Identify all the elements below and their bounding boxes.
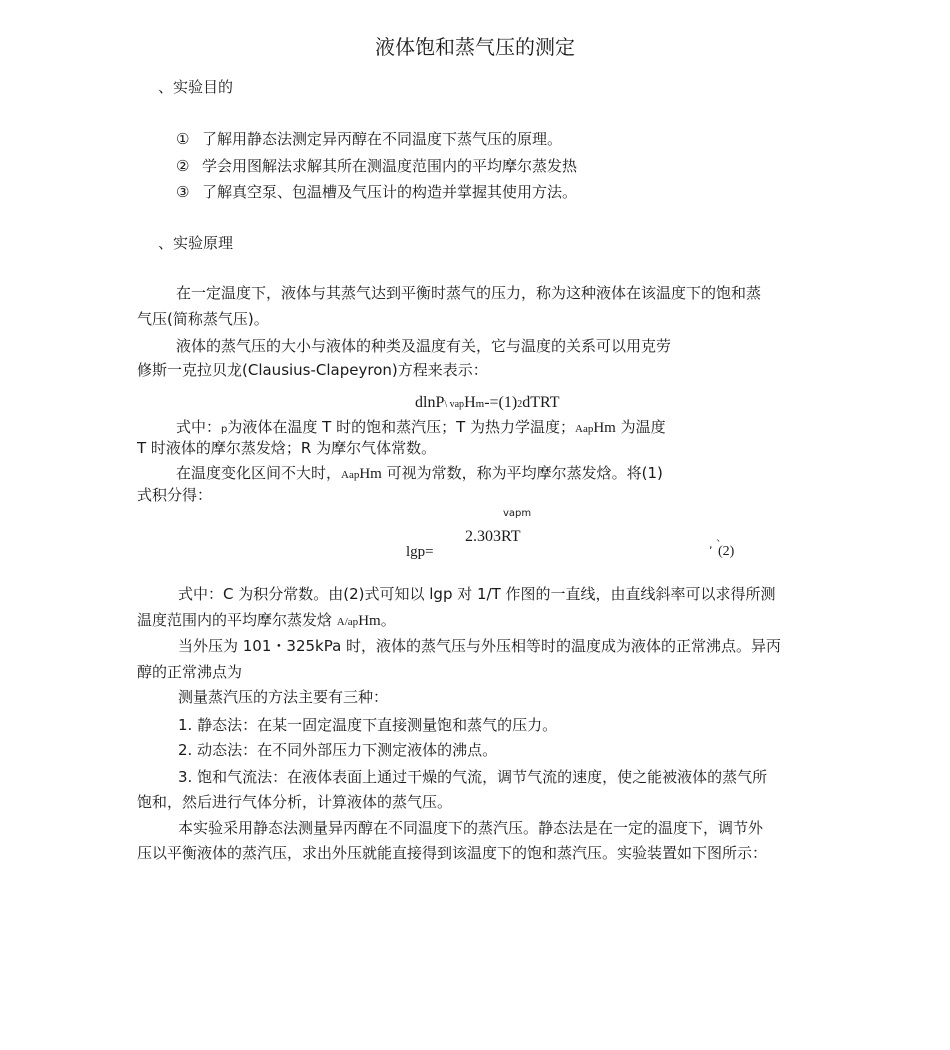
paragraph-line: 当外压为 101・325kPa 时，液体的蒸气压与外压相等时的温度成为液体的正常沸点。异丙 xyxy=(178,637,782,655)
list-item xyxy=(176,181,577,202)
list-item: 1. 静态法：在某一固定温度下直接测量饱和蒸气的压力。 xyxy=(178,716,558,734)
paragraph-line: 测量蒸汽压的方法主要有三种： xyxy=(178,688,389,706)
list-item: 2. 动态法：在不同外部压力下测定液体的沸点。 xyxy=(178,741,498,759)
section-heading-objectives: 、实验目的 xyxy=(158,78,234,96)
list-item-text: 了解用静态法测定异丙醇在不同温度下蒸气压的原理。 xyxy=(202,130,563,148)
list-item-text: 了解真空泵、包温槽及气压计的构造并掌握其使用方法。 xyxy=(202,183,578,201)
list-item xyxy=(176,128,562,149)
paragraph-line: 温度范围内的平均摩尔蒸发焓 A/apHm。 xyxy=(137,611,396,629)
paragraph-line: 在温度变化区间不大时，AapHm 可视为常数，称为平均摩尔蒸发焓。将(1) xyxy=(176,464,663,482)
paragraph-line: 式积分得： xyxy=(137,486,213,504)
list-marker: ③ xyxy=(176,183,190,201)
equation-number: (2) xyxy=(718,544,735,559)
equation-mark: , ` xyxy=(709,538,722,551)
equation-lhs: lgp= xyxy=(406,544,434,560)
paragraph-line: 在一定温度下，液体与其蒸气达到平衡时蒸气的压力，称为这种液体在该温度下的饱和蒸 xyxy=(176,284,762,302)
paragraph-line: 气压(简称蒸气压)。 xyxy=(137,310,269,328)
list-marker: ① xyxy=(176,130,190,148)
list-item xyxy=(176,155,577,176)
equation-superscript: vapm xyxy=(503,508,532,519)
list-marker: ② xyxy=(176,157,190,175)
paragraph-line: 本实验采用静态法测量异丙醇在不同温度下的蒸汽压。静态法是在一定的温度下，调节外 xyxy=(178,819,764,837)
paragraph-line: T 时液体的摩尔蒸发焓；R 为摩尔气体常数。 xyxy=(137,439,437,457)
paragraph-line: 压以平衡液体的蒸汽压，求出外压就能直接得到该温度下的饱和蒸汽压。实验装置如下图所示： xyxy=(137,844,768,862)
paragraph-line: 式中：C 为积分常数。由(2)式可知以 lgp 对 1/T 作图的一直线，由直线斜率可以求得所测 xyxy=(178,585,776,603)
page-title: 液体饱和蒸气压的测定 xyxy=(375,35,575,59)
list-item-text: 学会用图解法求解其所在测温度范围内的平均摩尔蒸发热 xyxy=(202,157,578,175)
equation-clausius-clapeyron: dlnP\ vapHm-=(1)2dTRT xyxy=(415,394,560,411)
paragraph-line: 修斯一克拉贝龙(Clausius-Clapeyron)方程来表示： xyxy=(137,361,488,379)
paragraph-line: 醇的正常沸点为 xyxy=(137,663,243,681)
equation-denominator: 2.303RT xyxy=(465,528,521,545)
paragraph-line: 液体的蒸气压的大小与液体的种类及温度有关，它与温度的关系可以用克劳 xyxy=(176,337,672,355)
paragraph-line: 式中：p为液体在温度 T 时的饱和蒸汽压；T 为热力学温度；AapHm 为温度 xyxy=(176,418,666,436)
paragraph-line: 饱和，然后进行气体分析，计算液体的蒸气压。 xyxy=(137,793,453,811)
list-item: 3. 饱和气流法：在液体表面上通过干燥的气流，调节气流的速度，使之能被液体的蒸气所 xyxy=(178,768,768,786)
section-heading-principle: 、实验原理 xyxy=(158,234,234,252)
